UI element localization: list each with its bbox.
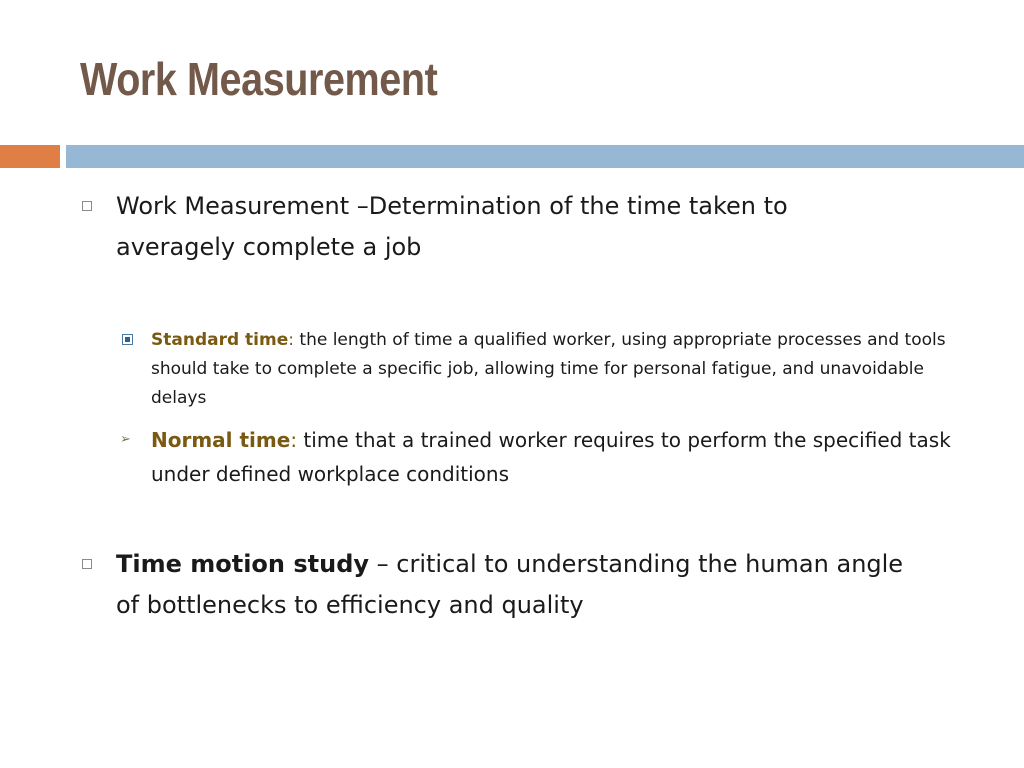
slide-title: Work Measurement	[80, 53, 438, 105]
hollow-square-bullet-icon	[82, 559, 92, 569]
sub-bullet-text	[151, 326, 961, 413]
sub-bullet-standard-time	[118, 326, 978, 413]
bullet-text: Work Measurement –Determination of the time taken to averagely complete a job	[116, 192, 788, 261]
definition-normal-time: time that a trained worker requires to perform the specified task under defined workplace conditions	[151, 428, 951, 486]
sub-bullet-normal-time	[118, 423, 978, 491]
title-rule-accent-right	[66, 145, 1024, 168]
definition-standard-time: the length of time a qualified worker, using appropriate processes and tools should take to complete a specific job, allowing time for personal fatigue, and unavoidable delays	[151, 330, 946, 408]
sub-bullet-text	[151, 423, 961, 491]
filled-square-bullet-icon	[122, 334, 133, 345]
title-rule-accent-left	[0, 145, 60, 168]
term-colon: :	[288, 330, 294, 350]
bullet-text	[116, 544, 906, 626]
bullet-time-motion-study	[82, 544, 982, 626]
definition-time-motion-study: – critical to understanding the human angle of bottlenecks to efficiency and quality	[116, 550, 904, 619]
hollow-square-bullet-icon	[82, 201, 92, 211]
bullet-work-measurement	[82, 186, 982, 268]
term-normal-time: Normal time	[151, 428, 291, 452]
term-time-motion-study: Time motion study	[116, 550, 370, 578]
term-colon: :	[290, 428, 298, 452]
term-standard-time: Standard time	[151, 330, 289, 350]
arrow-bullet-icon: ➢	[120, 432, 131, 447]
